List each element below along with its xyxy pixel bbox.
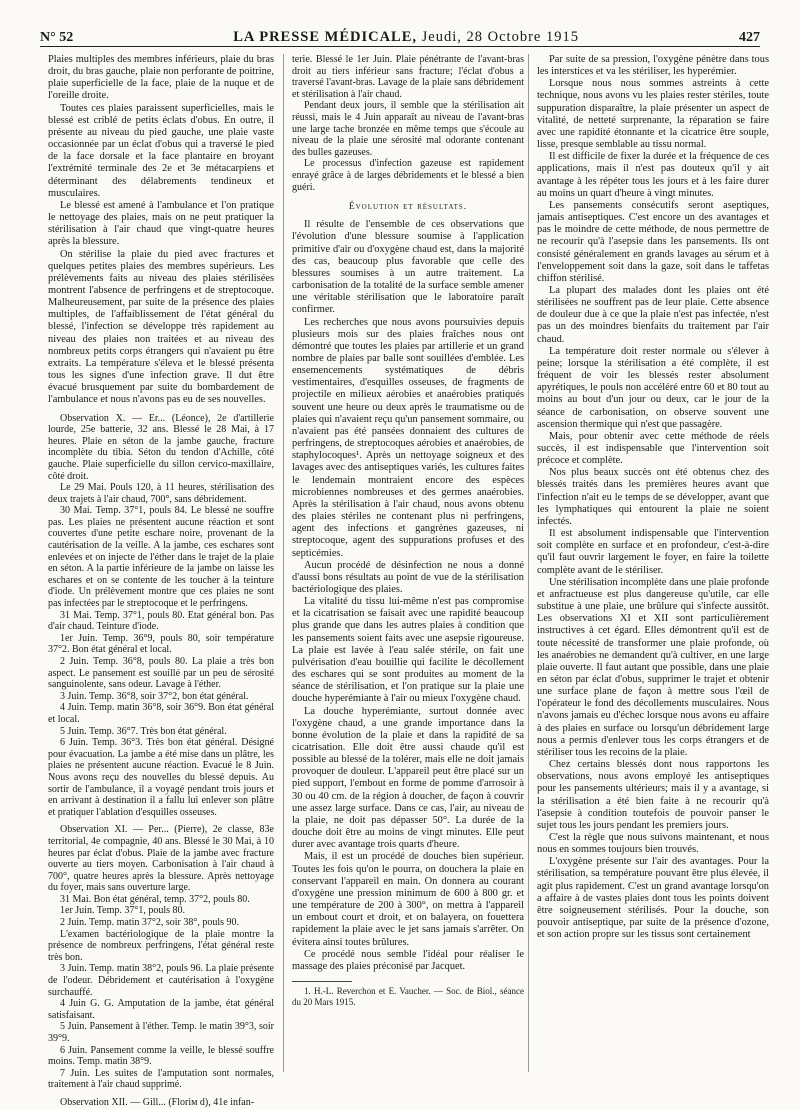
paragraph: La plupart des malades dont les plaies ont été stérilisées ne souffrent pas de leur plaie. Cette absence de douleur due à ce que la plaie n'est pas infectée, n'est pas un des moindres bienfaits du traitement par l'air chaud. bbox=[537, 284, 769, 345]
observation-xi-heading: Observation XI. — Per... (Pierre), 2e classe, 83e territorial, 4e compagnie, 40 ans. Blessé le 30 Mai, à 10 heures par éclat d'obus. Plaie de la jambe avec fracture ouverte au tiers moyen. Carbonisation à l'air chaud à 700°, quatre heures après la blessure. Après nettoyage du foyer, mais sans ouverture large. bbox=[48, 824, 274, 894]
paragraph: Il est absolument indispensable que l'intervention soit complète en surface et en profondeur, c'est-à-dire qu'il faut ouvrir largement le foyer, en faire la toilette complète avant de le stériliser. bbox=[537, 528, 769, 576]
observation-entry: 6 Juin. Pansement comme la veille, le blessé souffre moins. Temp. matin 38°9. bbox=[48, 1044, 274, 1068]
observation-entry: 6 Juin. Temp. 36°3. Très bon état général. Désigné pour évacuation. La jambe a été mise dans un plâtre, les plaies ne présentent aucune réaction. Evacué le 8 Juin. Nous avons reçu des nouvelles du blessé depuis. Au sortir de l'ambulance, il a voyagé pendant trois jours et en arrivant à destination il a fallu lui enlever son plâtre et pratiquer l'ablation d'esquilles osseuses. bbox=[48, 737, 274, 818]
observation-entry: 3 Juin. Temp. matin 38°2, pouls 96. La plaie présente de l'odeur. Débridement et cautérisation à l'oxygène surchauffé. bbox=[48, 963, 274, 998]
footnote-divider bbox=[292, 981, 352, 982]
issue-date: Jeudi, 28 Octobre 1915 bbox=[421, 29, 579, 45]
paragraph: Ce procédé nous semble l'idéal pour réaliser le massage des plaies préconisé par Jacquet. bbox=[292, 948, 524, 972]
paragraph: La vitalité du tissu lui-même n'est pas compromise et la cicatrisation se faisait avec une rapidité beaucoup plus grande que dans les autres plaies à condition que les pansements soient faits avec une asepsie rigoureuse. La plaie est lavée à l'eau salée stérile, on fait une pulvérisation d'eau bouillie qui facilite le décollement des eschares qui se sont produites au moment de la séance de stérilisation, et l'on pratique sur la plaie une douche hyperémiante à l'air ou mieux l'oxygène chaud. bbox=[292, 596, 524, 705]
paragraph: Le blessé est amené à l'ambulance et l'on pratique le nettoyage des plaies, mais on ne peut pratiquer la stérilisation à l'air chaud que vingt-quatre heures après la blessure. bbox=[48, 199, 274, 248]
paragraph: Mais, il est un procédé de douches bien supérieur. Toutes les fois qu'on le pourra, on douchera la plaie en conservant l'appareil en main. On donnera au courant d'oxygène une pression minimum de 600 à 800 gr. et une température de 200 à 300°, on mettra à l'appareil un embout court et droit, et on balayera, on fouettera rapidement la plaie avec le jet sans jamais s'arrêter. On évitera ainsi toutes brûlures. bbox=[292, 851, 524, 948]
page-header bbox=[40, 22, 760, 47]
paragraph: Les recherches que nous avons poursuivies depuis plusieurs mois sur des plaies fraîches nous ont démontré que toutes les plaies par artillerie et un grand nombre de plaies par balle sont souillées d'emblée. Les ensemencements systématiques de débris vestimentaires, d'esquilles osseuses, de fragments de projectile en milieux aérobies et anaérobies pratiqués souvent une heure ou deux après le traumatisme ou de plaies qui n'avaient reçu qu'un pansement sommaire, ou n'avaient pas été pansées donnaient des cultures de perfringens, de streptocoques aérobies et anaérobies, de staphylocoques¹. Après un nettoyage soigneux et des lavages avec des antiseptiques variés, les cultures faites le lendemain montraient encore des espèces microbiennes nombreuses et des germes anaérobies. Après la stérilisation à l'air chaud, nous avons obtenu des plaies stériles ne contenant plus ni perfringens, agent des infections et gangrènes gazeuses, ni streptocoque, agent des suppurations profuses et des septicémies. bbox=[292, 316, 524, 559]
paragraph: Il résulte de l'ensemble de ces observations que l'évolution d'une blessure soumise à l'application primitive d'air ou d'oxygène chaud est, dans la majorité des cas, beaucoup plus favorable que celle des blessures soumises à un autre traitement. La carbonisation de la totalité de la surface semble amener une véritable stérilisation que le laboratoire paraît confirmer. bbox=[292, 219, 524, 316]
paragraph: Plaies multiples des membres inférieurs, plaie du bras droit, du bras gauche, plaie non perforante de poitrine, plaie superficielle de la face, plaie de la nuque et de l'oreille droite. bbox=[48, 54, 274, 102]
paragraph: Toutes ces plaies paraissent superficielles, mais le blessé est criblé de petits éclats d'obus. En outre, il présente au niveau du pied gauche, une plaie vaste occasionnée par un éclat d'obus qui a traversé le pied de la face dorsale et la face plantaire en broyant l'extrémité terminale des 2e et 3e métacarpiens et déterminant des délabrements tendineux et musculaires. bbox=[48, 102, 274, 199]
observation-entry: 1er Juin. Temp. 36°9, pouls 80, soir température 37°2. Bon état général et local. bbox=[48, 632, 274, 656]
observation-entry: 4 Juin. Temp. matin 36°8, soir 36°9. Bon état général et local. bbox=[48, 702, 274, 725]
section-subtitle: Évolution et résultats. bbox=[348, 202, 468, 213]
observation-entry: terie. Blessé le 1er Juin. Plaie pénétrante de l'avant-bras droit au tiers inférieur sans fracture; l'éclat d'obus a traversé l'avant-bras. Lavage de la plaie sans débridement et stérilisation à l'air chaud. bbox=[292, 54, 524, 100]
observation-entry: 2 Juin. Temp. 36°8, pouls 80. La plaie a très bon aspect. Le pansement est souillé par un peu de sérosité sanguinolente, sans odeur. Lavage à l'éther. bbox=[48, 656, 274, 691]
column-1 bbox=[48, 54, 274, 1108]
footnote: 1. H.-L. Reverchon et E. Vaucher. — Soc. de Biol., séance du 20 Mars 1915. bbox=[292, 985, 524, 1007]
observation-entry: 30 Mai. Temp. 37°1, pouls 84. Le blessé ne souffre pas. Les plaies ne présentent aucune réaction et sont couvertes d'une petite eschare noire, provenant de la cautérisation de la veille. A la jambe, ces eschares sont enlevées et on injecte de l'éther dans le trajet de la plaie en séton. A la partie inférieure de la jambe on laisse les eschares et on se contente de les toucher à la teinture d'iode. Un prélèvement montre que ces plaies ne sont pas infectées par le streptocoque et le perfringens. bbox=[48, 505, 274, 610]
observation-xii-heading: Observation XII. — Gill... (Floriᴍ d), 41e infan- bbox=[60, 1096, 255, 1108]
paragraph: C'est la règle que nous suivons maintenant, et nous nous en sommes toujours bien trouvés. bbox=[537, 832, 769, 856]
column-2 bbox=[283, 54, 524, 1072]
observation-entry: 7 Juin. Les suites de l'amputation sont normales, traitement à l'air chaud supprimé. bbox=[48, 1067, 274, 1091]
paragraph: Il est difficile de fixer la durée et la fréquence de ces applications, mais il n'est pas douteux qu'il y ait avantage à les répéter tous les jours et à les faire durer au moins un quart d'heure à vingt minutes. bbox=[537, 151, 769, 199]
paragraph: Nos plus beaux succès ont été obtenus chez des blessés traités dans les premières heures avant que l'infection n'ait eu le temps de se développer, avant que les lymphatiques qui entourent la plaie ne soient infectés. bbox=[537, 467, 769, 527]
observation-entry: 5 Juin. Temp. 36°7. Très bon état général. bbox=[60, 725, 227, 737]
observation-entry: Pendant deux jours, il semble que la stérilisation ait réussi, mais le 4 Juin apparaît au niveau de l'avant-bras une large tache bronzée en même temps que s'écoule au niveau de la plaie une sérosité mal odorante contenant des bulles gazeuses. bbox=[292, 100, 524, 158]
observation-entry: 3 Juin. Temp. 36°8, soir 37°2, bon état général. bbox=[60, 690, 249, 702]
observation-entry: 5 Juin. Pansement à l'éther. Temp. le matin 39°3, soir 39°9. bbox=[48, 1021, 274, 1044]
paragraph: L'oxygène présente sur l'air des avantages. Pour la stérilisation, sa température pouvant être plus élevée, il agit plus rapidement. C'est un grand avantage lorsqu'on a affaire à de vastes plaies dont tous les points doivent être soigneusement stérilisés. Pour la douche, son pouvoir antiseptique, par suite de la présence d'ozone, et son action propre sur les tissus sont certainement bbox=[537, 856, 769, 941]
observation-entry: 31 Mai. Temp. 37°1, pouls 80. Etat général bon. Pas d'air chaud. Teinture d'iode. bbox=[48, 609, 274, 633]
observation-entry: 31 Mai. Bon état général, temp. 37°2, pouls 80. bbox=[60, 893, 250, 905]
observation-x-heading: Observation X. — Er... (Léonce), 2e d'artillerie lourde, 25e batterie, 32 ans. Blessé le 28 Mai, à 17 heures. Plaie en séton de la jambe gauche, fracture incomplète du tibia. Séton du tendon d'Achille, côté gauche. Plaie superficielle du sillon cervico-maxillaire, côté droit. bbox=[48, 412, 274, 482]
observation-entry: 4 Juin G. G. Amputation de la jambe, état général satisfaisant. bbox=[48, 998, 274, 1021]
paragraph: Chez certains blessés dont nous rapportons les observations, nous avons employé les antiseptiques pour les pansements ultérieurs; mais il y a avantage, si la stérilisation a été bien faite à ne recourir qu'à l'asepsie à condition toutefois de pouvoir panser le sujet tous les jours pendant les premiers jours. bbox=[537, 759, 769, 831]
paragraph: La douche hyperémiante, surtout donnée avec l'oxygène chaud, a une grande importance dans la bonne évolution de la plaie et dans la rapidité de sa cicatrisation. Elle doit être aussi chaude qu'il est possible au blessé de la tolérer, mais elle ne doit jamais provoquer de douleur. L'appareil peut être placé sur un pied support, l'embout en forme de pomme d'arrosoir à 30 ou 40 cm. de la région à doucher, de façon à couvrir une assez large surface. Dans ce cas, l'air, au niveau de la plaie, ne doit pas dépasser 50°. La durée de la douche doit être au moins de vingt minutes. Elle peut durer avec avantage trois quarts d'heure. bbox=[292, 705, 524, 851]
observation-entry: 2 Juin. Temp. matin 37°2, soir 38°, pouls 90. bbox=[60, 917, 240, 929]
column-3 bbox=[528, 54, 769, 1072]
observation-entry: Le processus d'infection gazeuse est rapidement enrayé grâce à de larges débridements et le blessé a bien guéri. bbox=[292, 158, 524, 193]
paragraph: Lorsque nous nous sommes astreints à cette technique, nous avons vu les plaies rester stériles, toute suppuration disparaître, la plaie présenter un aspect de vitalité, de netteté surprenante, la réparation se faire avec une rapidité étonnante et la cicatrice être souple, lisse, presque semblable au tissu normal. bbox=[537, 78, 769, 151]
journal-name: LA PRESSE MÉDICALE, bbox=[233, 29, 418, 45]
observation-entry: Le 29 Mai. Pouls 120, à 11 heures, stérilisation des deux trajets à l'air chaud, 700°, sans débridement. bbox=[48, 482, 274, 505]
paragraph: Les pansements consécutifs seront aseptiques, jamais antiseptiques. C'est encore un des avantages et pas le moindre de cette méthode, de nous permettre de ne recourir qu'à l'asepsie dans les pansements. Ils ont consisté généralement en grands lavages au sérum et à l'enveloppement soit dans la gaze, soit dans le taffetas chiffon stérilisé. bbox=[537, 199, 769, 284]
observation-entry: 1er Juin. Temp. 37°1, pouls 80. bbox=[60, 905, 186, 917]
paragraph: Une stérilisation incomplète dans une plaie profonde et anfractueuse est plus dangereuse qu'utile, car elle substitue à une plaie, une brûlure qui s'infecte aussitôt. Les observations XI et XII sont particulièrement instructives à cet égard. Elles démontrent qu'il est de toute nécessité de transformer une plaie profonde, où les anaérobies ne demandent qu'à cultiver, en une large plaie ouverte. Il faut autant que possible, dans une plaie en séton par éclat d'obus, supprimer le trajet et obtenir une surface plane de façon à mettre sous l'œil de l'opérateur le fond des décollements musculaires. Nous n'avons jamais eu d'échec lorsque nous avons eu affaire à des plaies en surface ou lorsqu'un débridement large nous a permis d'enlever tous les corps étrangers et de stériliser tous les recoins de la plaie. bbox=[537, 576, 769, 758]
paragraph: On stérilise la plaie du pied avec fractures et quelques petites plaies des membres supérieurs. Les prélèvements faits au niveau des plaies stérilisées montrent l'absence de perfringens et de streptocoque. Malheureusement, par suite de la présence des plaies multiples, de l'affaiblissement de l'état général du blessé, l'infection se développe très rapidement au niveau des plaies non traitées et au niveau des nombreux petits corps étrangers qui n'avaient pu être extraits. La température s'éleva et le blessé présenta tous les signes d'une infection grave. Il dut être évacué brusquement par suite du bombardement de l'ambulance et nous n'avons pas eu de ses nouvelles. bbox=[48, 248, 274, 406]
masthead bbox=[233, 29, 579, 46]
paragraph: Aucun procédé de désinfection ne nous a donné d'aussi bons résultats au point de vue de la stérilisation bactériologique des plaies. bbox=[292, 559, 524, 595]
paragraph: Mais, pour obtenir avec cette méthode de réels succès, il est indispensable que l'intervention soit précoce et complète. bbox=[537, 430, 769, 467]
page-number: 427 bbox=[739, 30, 760, 45]
issue-number: N° 52 bbox=[40, 30, 74, 45]
paragraph: Par suite de sa pression, l'oxygène pénètre dans tous les interstices et va les stériliser, les hyperémier. bbox=[537, 54, 769, 78]
observation-entry: L'examen bactériologique de la plaie montre la présence de nombreux perfringens, l'état général reste très bon. bbox=[48, 928, 274, 963]
paragraph: La température doit rester normale ou s'élever à peine; lorsque la stérilisation a été complète, il est fréquent de voir les blessés rester absolument apyrétiques, le pouls non accéléré entre 60 et 80 tout au moins au bout d'un jour ou deux, car le jour de la séance de carbonisation, on observe souvent une ascension thermique qui n'est que passagère. bbox=[537, 345, 769, 430]
